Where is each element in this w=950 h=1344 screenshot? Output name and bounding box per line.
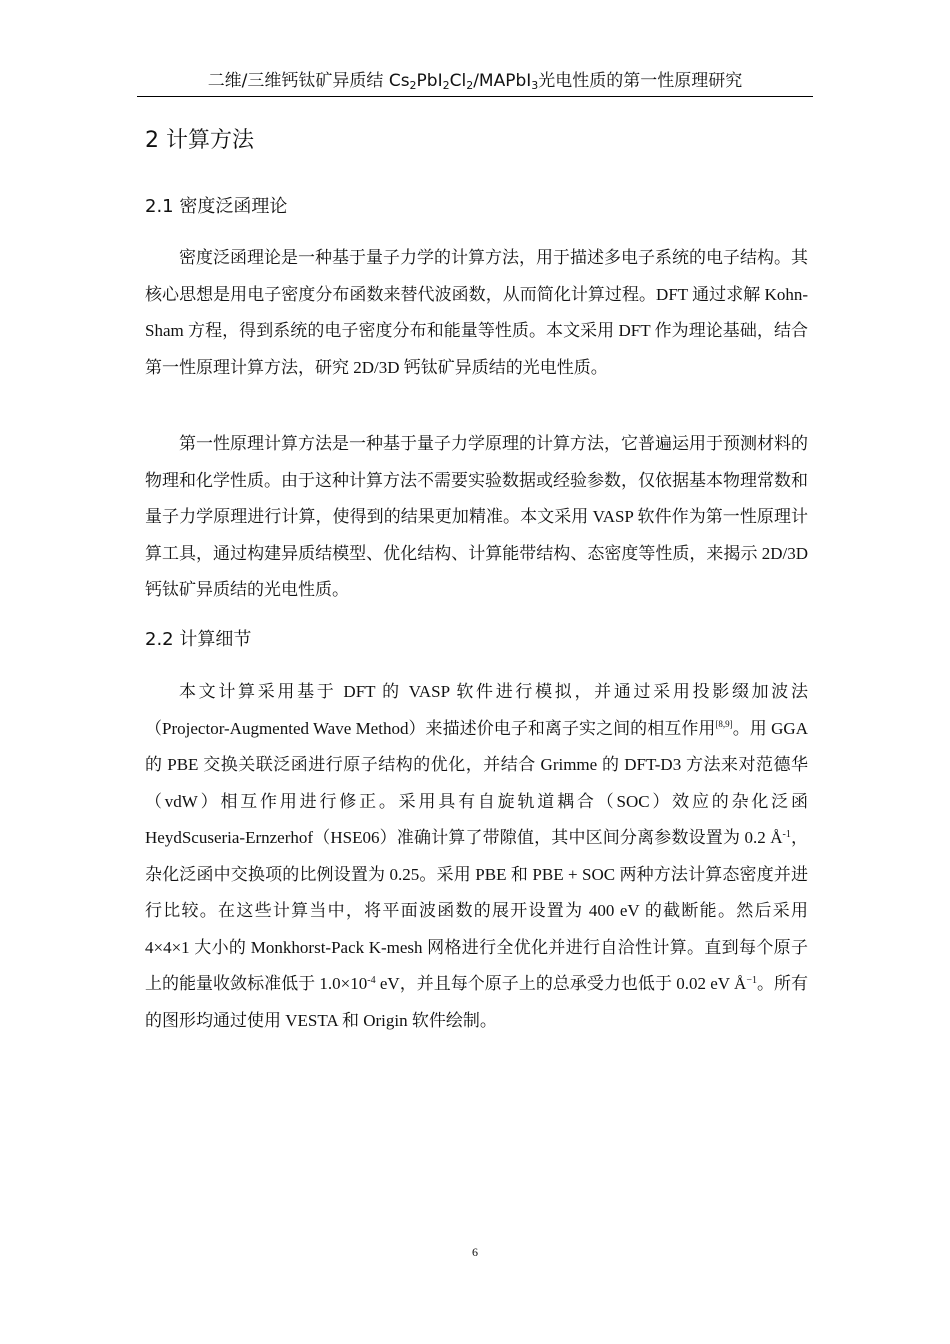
superscript: -1 bbox=[782, 829, 791, 840]
citation-reference[interactable]: [8,9] bbox=[715, 718, 733, 729]
chapter-title: 2 计算方法 bbox=[145, 128, 254, 153]
running-header bbox=[137, 66, 813, 97]
paragraph-text: ，杂化泛函中交换项的比例设置为 0.25。采用 PBE 和 PBE + SOC 两种方法计算态密度并进行比较。在这些计算当中，将平面波函数的展开设置为 400 eV 的截断能。然后采用 4×4×1 大小的 Monkhorst-Pack K-mesh 网格进行全优化并进行自洽性计算。直到每个原子上的能量收敛标准低于 1.0×10 bbox=[145, 828, 808, 993]
section-title-2-1: 2.1 密度泛函理论 bbox=[145, 196, 288, 217]
superscript: -4 bbox=[367, 975, 376, 986]
paragraph-first-principles: 第一性原理计算方法是一种基于量子力学原理的计算方法，它普遍运用于预测材料的物理和化学性质。由于这种计算方法不需要实验数据或经验参数，仅依据基本物理常数和量子力学原理进行计算，使得到的结果更加精准。本文采用 VASP 软件作为第一性原理计算工具，通过构建异质结模型、优化结构、计算能带结构、态密度等性质，来揭示 2D/3D 钙钛矿异质结的光电性质。 bbox=[145, 434, 808, 599]
header-text-suffix: 光电性质的第一性原理研究 bbox=[538, 71, 743, 91]
header-text: Cl bbox=[449, 71, 467, 91]
header-text: /MAPbI bbox=[473, 71, 532, 91]
header-subscript: 2 bbox=[409, 79, 417, 92]
paragraph-text: eV，并且每个原子上的总承受力也低于 0.02 eV Å bbox=[375, 974, 747, 993]
superscript: −1 bbox=[746, 975, 757, 986]
paragraph-text: 本文计算采用基于 DFT 的 VASP 软件进行模拟，并通过采用投影缀加波法（Projector-Augmented Wave Method）来描述价电子和离子实之间的相互作用 bbox=[145, 682, 808, 738]
paragraph-text: 。用 GGA 的 PBE 交换关联泛函进行原子结构的优化，并结合 Grimme 的 DFT-D3 方法来对范德华（vdW）相互作用进行修正。采用具有自旋轨道耦合（SOC）效应的杂化泛函 HeydScuseria-Ernzerhof（HSE06）准确计算了带隙值，其中区间分离参数设置为 0.2 Å bbox=[145, 718, 808, 847]
header-text: PbI bbox=[416, 71, 443, 91]
header-subscript: 3 bbox=[531, 79, 539, 92]
paragraph-text: 。所有的图形均通过使用 VESTA 和 Origin 软件绘制。 bbox=[145, 974, 808, 1030]
header-subscript: 2 bbox=[466, 79, 474, 92]
header-text-prefix: 二维/三维钙钛矿异质结 Cs bbox=[207, 71, 410, 91]
paragraph-computation-details bbox=[145, 674, 808, 1039]
header-subscript: 2 bbox=[442, 79, 450, 92]
section-title-2-2: 2.2 计算细节 bbox=[145, 629, 252, 650]
paragraph-dft-intro: 密度泛函理论是一种基于量子力学的计算方法，用于描述多电子系统的电子结构。其核心思想是用电子密度分布函数来替代波函数，从而简化计算过程。DFT 通过求解 Kohn-Sham 方程，得到系统的电子密度分布和能量等性质。本文采用 DFT 作为理论基础，结合第一性原理计算方法，研究 2D/3D 钙钛矿异质结的光电性质。 bbox=[145, 248, 808, 377]
page-number: 6 bbox=[472, 1245, 478, 1259]
